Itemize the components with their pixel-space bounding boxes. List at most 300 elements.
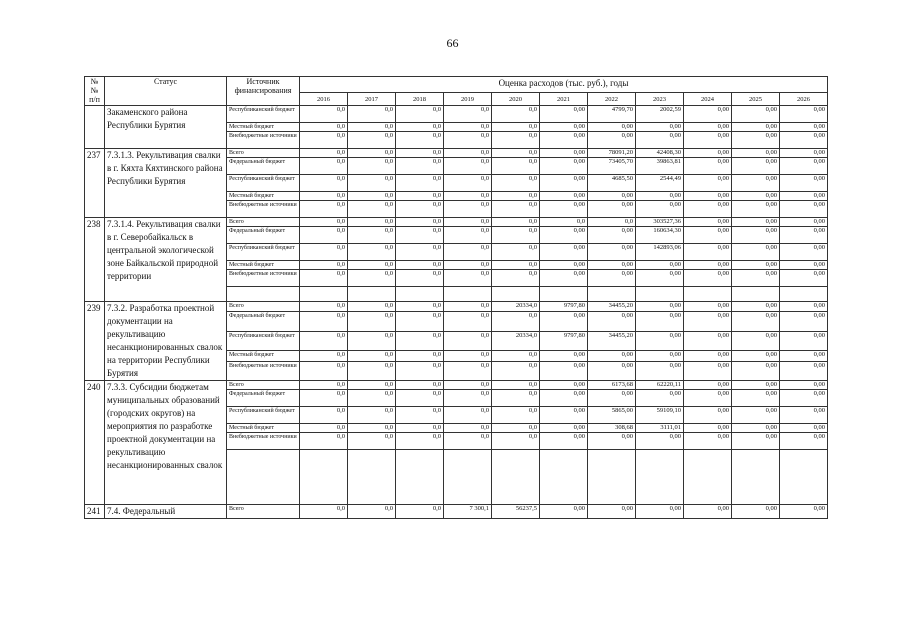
value-cell: 0,0 xyxy=(348,132,396,149)
header-year: 2026 xyxy=(780,93,828,106)
funding-source-cell: Местный бюджет xyxy=(227,261,300,270)
value-cell: 0,0 xyxy=(492,351,540,361)
value-cell: 0,00 xyxy=(732,218,780,227)
value-cell: 0,00 xyxy=(540,244,588,261)
funding-source-cell: Внебюджетные источники xyxy=(227,270,300,287)
value-cell: 0,00 xyxy=(684,261,732,270)
value-cell: 0,0 xyxy=(348,407,396,424)
value-cell: 0,0 xyxy=(348,106,396,123)
value-cell: 0,00 xyxy=(636,201,684,218)
value-cell: 0,0 xyxy=(300,201,348,218)
value-cell: 0,00 xyxy=(780,244,828,261)
header-year: 2021 xyxy=(540,93,588,106)
value-cell: 0,00 xyxy=(684,106,732,123)
value-cell: 0,00 xyxy=(780,331,828,350)
value-cell: 0,0 xyxy=(396,227,444,244)
value-cell: 0,0 xyxy=(492,244,540,261)
row-number: 237 xyxy=(85,149,105,218)
value-cell: 0,0 xyxy=(492,201,540,218)
funding-source-cell: Местный бюджет xyxy=(227,123,300,132)
value-cell: 0,00 xyxy=(636,270,684,287)
value-cell: 4685,50 xyxy=(588,175,636,192)
value-cell: 0,00 xyxy=(780,302,828,312)
funding-source-cell: Республиканский бюджет xyxy=(227,106,300,123)
value-cell: 0,0 xyxy=(396,201,444,218)
empty-cell xyxy=(684,450,732,505)
empty-cell xyxy=(300,287,348,302)
value-cell: 0,0 xyxy=(300,424,348,433)
empty-cell xyxy=(588,450,636,505)
value-cell: 0,0 xyxy=(300,351,348,361)
value-cell: 0,0 xyxy=(396,312,444,331)
value-cell: 0,0 xyxy=(348,331,396,350)
value-cell: 0,00 xyxy=(732,227,780,244)
value-cell: 0,0 xyxy=(444,192,492,201)
funding-source-cell: Местный бюджет xyxy=(227,351,300,361)
value-cell: 0,00 xyxy=(780,381,828,390)
empty-cell xyxy=(684,287,732,302)
funding-source-cell: Федеральный бюджет xyxy=(227,227,300,244)
value-cell: 0,0 xyxy=(444,123,492,132)
funding-source-cell: Республиканский бюджет xyxy=(227,407,300,424)
row-number: 241 xyxy=(85,505,105,519)
value-cell: 0,0 xyxy=(348,312,396,331)
value-cell: 0,0 xyxy=(492,192,540,201)
value-cell: 0,0 xyxy=(396,149,444,158)
value-cell: 0,0 xyxy=(348,175,396,192)
value-cell: 0,0 xyxy=(444,381,492,390)
page-number: 66 xyxy=(446,36,459,50)
value-cell: 0,0 xyxy=(348,201,396,218)
value-cell: 0,0 xyxy=(492,261,540,270)
header-year: 2016 xyxy=(300,93,348,106)
value-cell: 0,00 xyxy=(540,149,588,158)
value-cell: 0,00 xyxy=(588,390,636,407)
value-cell: 0,00 xyxy=(780,218,828,227)
value-cell: 0,0 xyxy=(300,158,348,175)
value-cell: 0,00 xyxy=(540,433,588,450)
value-cell: 0,00 xyxy=(588,505,636,519)
value-cell: 20334,0 xyxy=(492,302,540,312)
status-cell: 7.3.3. Субсидии бюджетам муниципальных образований (городских округов) на мероприятия по разработке проектной документации на рекультивацию несанкционированных свалок xyxy=(105,381,227,505)
value-cell: 0,0 xyxy=(300,149,348,158)
value-cell: 0,0 xyxy=(300,227,348,244)
funding-source-cell: Федеральный бюджет xyxy=(227,390,300,407)
row-number: 240 xyxy=(85,381,105,505)
empty-cell xyxy=(348,287,396,302)
value-cell: 0,00 xyxy=(588,244,636,261)
value-cell: 62220,11 xyxy=(636,381,684,390)
value-cell: 0,00 xyxy=(540,192,588,201)
value-cell: 0,00 xyxy=(684,123,732,132)
row-number xyxy=(85,106,105,149)
funding-source-cell: Всего xyxy=(227,381,300,390)
value-cell: 0,00 xyxy=(540,123,588,132)
value-cell: 0,0 xyxy=(348,244,396,261)
value-cell: 0,0 xyxy=(492,106,540,123)
value-cell: 59109,10 xyxy=(636,407,684,424)
value-cell: 0,00 xyxy=(684,424,732,433)
value-cell: 0,00 xyxy=(540,407,588,424)
value-cell: 0,0 xyxy=(396,361,444,381)
value-cell: 0,00 xyxy=(732,158,780,175)
value-cell: 0,0 xyxy=(396,331,444,350)
value-cell: 0,0 xyxy=(492,227,540,244)
funding-source-cell: Республиканский бюджет xyxy=(227,244,300,261)
value-cell: 0,00 xyxy=(684,505,732,519)
value-cell: 0,0 xyxy=(300,407,348,424)
empty-cell xyxy=(492,450,540,505)
value-cell: 0,0 xyxy=(348,505,396,519)
value-cell: 0,0 xyxy=(300,244,348,261)
value-cell: 0,00 xyxy=(684,158,732,175)
value-cell: 0,0 xyxy=(444,175,492,192)
value-cell: 0,00 xyxy=(540,132,588,149)
value-cell: 0,0 xyxy=(396,381,444,390)
value-cell: 0,0 xyxy=(444,331,492,350)
value-cell: 0,00 xyxy=(540,390,588,407)
value-cell: 0,0 xyxy=(300,361,348,381)
value-cell: 0,00 xyxy=(684,175,732,192)
funding-source-cell: Федеральный бюджет xyxy=(227,158,300,175)
value-cell: 0,0 xyxy=(540,218,588,227)
value-cell: 42408,30 xyxy=(636,149,684,158)
value-cell: 0,00 xyxy=(732,175,780,192)
empty-cell xyxy=(300,450,348,505)
value-cell: 0,0 xyxy=(348,261,396,270)
empty-cell xyxy=(780,287,828,302)
value-cell: 0,0 xyxy=(396,244,444,261)
value-cell: 0,00 xyxy=(732,261,780,270)
value-cell: 0,00 xyxy=(732,381,780,390)
value-cell: 0,00 xyxy=(636,192,684,201)
value-cell: 0,0 xyxy=(492,407,540,424)
value-cell: 0,0 xyxy=(396,433,444,450)
value-cell: 0,00 xyxy=(684,218,732,227)
header-expense-estimate: Оценка расходов (тыс. руб.), годы xyxy=(300,77,828,93)
status-cell: 7.3.1.3. Рекультивация свалки в г. Кяхта Кяхтинского района Республики Бурятия xyxy=(105,149,227,218)
budget-table xyxy=(84,76,828,519)
value-cell: 0,00 xyxy=(780,270,828,287)
value-cell: 0,00 xyxy=(780,227,828,244)
header-year: 2025 xyxy=(732,93,780,106)
value-cell: 0,0 xyxy=(396,261,444,270)
empty-cell xyxy=(396,287,444,302)
funding-source-cell: Местный бюджет xyxy=(227,192,300,201)
status-cell: 7.3.2. Разработка проектной документации на рекультивацию несанкционированных свалок на территории Республики Бурятия xyxy=(105,302,227,381)
value-cell: 0,00 xyxy=(780,149,828,158)
value-cell: 0,00 xyxy=(540,261,588,270)
value-cell: 0,0 xyxy=(444,132,492,149)
value-cell: 0,00 xyxy=(684,227,732,244)
table-row xyxy=(85,106,828,123)
value-cell: 20334,0 xyxy=(492,331,540,350)
header-year: 2023 xyxy=(636,93,684,106)
header-year: 2024 xyxy=(684,93,732,106)
status-cell: 7.3.1.4. Рекультивация свалки в г. Северобайкальск в центральной экологической зоне Байкальской природной территории xyxy=(105,218,227,302)
value-cell: 0,00 xyxy=(684,381,732,390)
value-cell: 0,00 xyxy=(636,505,684,519)
header-year: 2019 xyxy=(444,93,492,106)
value-cell: 0,0 xyxy=(348,381,396,390)
value-cell: 0,00 xyxy=(588,132,636,149)
value-cell: 0,00 xyxy=(780,158,828,175)
value-cell: 0,00 xyxy=(684,433,732,450)
value-cell: 0,0 xyxy=(492,424,540,433)
table-row xyxy=(85,149,828,158)
value-cell: 0,0 xyxy=(300,312,348,331)
value-cell: 0,0 xyxy=(444,361,492,381)
empty-cell xyxy=(540,450,588,505)
table-row xyxy=(85,381,828,390)
value-cell: 0,00 xyxy=(540,158,588,175)
value-cell: 0,0 xyxy=(444,227,492,244)
value-cell: 0,00 xyxy=(540,351,588,361)
value-cell: 0,0 xyxy=(348,302,396,312)
value-cell: 0,00 xyxy=(732,132,780,149)
value-cell: 73405,70 xyxy=(588,158,636,175)
value-cell: 0,0 xyxy=(444,424,492,433)
value-cell: 0,00 xyxy=(588,312,636,331)
value-cell: 0,0 xyxy=(348,351,396,361)
value-cell: 34455,20 xyxy=(588,302,636,312)
value-cell: 7 300,1 xyxy=(444,505,492,519)
value-cell: 0,0 xyxy=(348,218,396,227)
value-cell: 56237,5 xyxy=(492,505,540,519)
header-year: 2020 xyxy=(492,93,540,106)
value-cell: 0,00 xyxy=(636,312,684,331)
value-cell: 0,00 xyxy=(732,192,780,201)
value-cell: 0,00 xyxy=(540,106,588,123)
value-cell: 0,0 xyxy=(396,351,444,361)
header-year: 2022 xyxy=(588,93,636,106)
value-cell: 0,00 xyxy=(636,390,684,407)
value-cell: 0,00 xyxy=(780,433,828,450)
value-cell: 0,00 xyxy=(684,132,732,149)
empty-cell xyxy=(348,450,396,505)
empty-cell xyxy=(636,450,684,505)
value-cell: 0,00 xyxy=(540,381,588,390)
empty-cell xyxy=(396,450,444,505)
value-cell: 0,0 xyxy=(300,192,348,201)
row-number: 238 xyxy=(85,218,105,302)
value-cell: 0,00 xyxy=(732,331,780,350)
value-cell: 2002,59 xyxy=(636,106,684,123)
funding-source-cell: Внебюджетные источники xyxy=(227,361,300,381)
value-cell: 0,00 xyxy=(684,331,732,350)
value-cell: 0,0 xyxy=(300,390,348,407)
empty-cell xyxy=(732,450,780,505)
value-cell: 0,00 xyxy=(540,175,588,192)
value-cell: 0,0 xyxy=(492,390,540,407)
empty-cell xyxy=(636,287,684,302)
value-cell: 0,00 xyxy=(588,361,636,381)
value-cell: 0,00 xyxy=(732,433,780,450)
empty-cell xyxy=(444,287,492,302)
empty-cell xyxy=(444,450,492,505)
value-cell: 0,00 xyxy=(588,270,636,287)
empty-cell xyxy=(732,287,780,302)
value-cell: 0,0 xyxy=(300,132,348,149)
funding-source-cell: Республиканский бюджет xyxy=(227,175,300,192)
value-cell: 0,0 xyxy=(396,158,444,175)
value-cell: 0,00 xyxy=(636,361,684,381)
value-cell: 0,00 xyxy=(780,361,828,381)
value-cell: 0,00 xyxy=(684,270,732,287)
header-year: 2017 xyxy=(348,93,396,106)
value-cell: 0,0 xyxy=(348,390,396,407)
funding-source-cell: Внебюджетные источники xyxy=(227,132,300,149)
value-cell: 0,00 xyxy=(732,123,780,132)
value-cell: 0,00 xyxy=(780,106,828,123)
table-row xyxy=(85,505,828,519)
value-cell: 0,0 xyxy=(444,312,492,331)
empty-cell xyxy=(588,287,636,302)
value-cell: 0,00 xyxy=(588,433,636,450)
value-cell: 0,00 xyxy=(732,390,780,407)
value-cell: 0,0 xyxy=(444,351,492,361)
value-cell: 0,0 xyxy=(300,433,348,450)
value-cell: 0,00 xyxy=(732,106,780,123)
value-cell: 0,0 xyxy=(492,381,540,390)
value-cell: 0,0 xyxy=(396,192,444,201)
value-cell: 0,00 xyxy=(540,227,588,244)
value-cell: 0,00 xyxy=(588,123,636,132)
value-cell: 308,68 xyxy=(588,424,636,433)
value-cell: 34455,20 xyxy=(588,331,636,350)
value-cell: 0,0 xyxy=(348,158,396,175)
funding-source-cell: Местный бюджет xyxy=(227,424,300,433)
value-cell: 4799,70 xyxy=(588,106,636,123)
value-cell: 0,00 xyxy=(732,361,780,381)
value-cell: 0,0 xyxy=(396,123,444,132)
value-cell: 0,0 xyxy=(492,123,540,132)
value-cell: 0,0 xyxy=(396,302,444,312)
value-cell: 0,00 xyxy=(588,192,636,201)
funding-source-cell: Внебюджетные источники xyxy=(227,201,300,218)
table-row xyxy=(85,302,828,312)
value-cell: 0,00 xyxy=(636,132,684,149)
value-cell: 0,0 xyxy=(444,302,492,312)
value-cell: 0,0 xyxy=(396,390,444,407)
value-cell: 0,00 xyxy=(684,192,732,201)
status-cell: 7.4. Федеральный xyxy=(105,505,227,519)
value-cell: 0,00 xyxy=(540,424,588,433)
value-cell: 0,0 xyxy=(300,261,348,270)
value-cell: 0,00 xyxy=(780,390,828,407)
value-cell: 0,00 xyxy=(732,351,780,361)
value-cell: 0,0 xyxy=(444,106,492,123)
value-cell: 0,00 xyxy=(780,505,828,519)
value-cell: 0,0 xyxy=(300,381,348,390)
value-cell: 9797,80 xyxy=(540,302,588,312)
value-cell: 0,0 xyxy=(444,270,492,287)
funding-source-cell: Республиканский бюджет xyxy=(227,331,300,350)
header-status: Статус xyxy=(105,77,227,106)
value-cell: 0,0 xyxy=(396,218,444,227)
value-cell: 0,00 xyxy=(588,227,636,244)
value-cell: 0,00 xyxy=(540,270,588,287)
funding-source-cell: Всего xyxy=(227,302,300,312)
value-cell: 0,0 xyxy=(492,361,540,381)
value-cell: 0,0 xyxy=(444,390,492,407)
status-cell: Закаменского района Республики Бурятия xyxy=(105,106,227,149)
value-cell: 0,00 xyxy=(684,351,732,361)
value-cell: 0,0 xyxy=(492,218,540,227)
header-funding-source: Источник финансирования xyxy=(227,77,300,106)
value-cell: 0,00 xyxy=(732,424,780,433)
value-cell: 3111,01 xyxy=(636,424,684,433)
value-cell: 0,0 xyxy=(348,433,396,450)
value-cell: 0,00 xyxy=(540,361,588,381)
empty-cell xyxy=(780,450,828,505)
empty-cell xyxy=(540,287,588,302)
value-cell: 0,0 xyxy=(444,158,492,175)
value-cell: 0,00 xyxy=(540,201,588,218)
value-cell: 0,0 xyxy=(492,149,540,158)
value-cell: 0,0 xyxy=(348,424,396,433)
value-cell: 9797,80 xyxy=(540,331,588,350)
value-cell: 0,00 xyxy=(732,149,780,158)
value-cell: 0,0 xyxy=(492,158,540,175)
value-cell: 0,00 xyxy=(636,302,684,312)
value-cell: 0,0 xyxy=(396,424,444,433)
value-cell: 0,00 xyxy=(684,149,732,158)
value-cell: 0,00 xyxy=(780,312,828,331)
value-cell: 0,0 xyxy=(300,218,348,227)
funding-source-cell: Всего xyxy=(227,218,300,227)
value-cell: 0,0 xyxy=(492,132,540,149)
value-cell: 0,00 xyxy=(780,123,828,132)
value-cell: 0,00 xyxy=(636,433,684,450)
value-cell: 5865,00 xyxy=(588,407,636,424)
funding-source-cell: Всего xyxy=(227,505,300,519)
value-cell: 0,00 xyxy=(732,407,780,424)
value-cell: 142893,06 xyxy=(636,244,684,261)
value-cell: 0,00 xyxy=(780,132,828,149)
value-cell: 0,0 xyxy=(348,361,396,381)
value-cell: 0,0 xyxy=(444,261,492,270)
value-cell: 0,00 xyxy=(636,331,684,350)
value-cell: 0,0 xyxy=(348,123,396,132)
value-cell: 78091,20 xyxy=(588,149,636,158)
value-cell: 39863,81 xyxy=(636,158,684,175)
value-cell: 0,00 xyxy=(732,505,780,519)
header-row-number: № № п/п xyxy=(85,77,105,106)
value-cell: 0,00 xyxy=(732,270,780,287)
value-cell: 0,00 xyxy=(780,192,828,201)
funding-source-cell: Всего xyxy=(227,149,300,158)
value-cell: 0,0 xyxy=(444,407,492,424)
value-cell: 0,0 xyxy=(396,270,444,287)
value-cell: 0,00 xyxy=(684,390,732,407)
funding-source-cell: Внебюджетные источники xyxy=(227,433,300,450)
value-cell: 0,0 xyxy=(300,106,348,123)
value-cell: 0,00 xyxy=(732,302,780,312)
empty-cell xyxy=(492,287,540,302)
table-row xyxy=(85,218,828,227)
value-cell: 0,00 xyxy=(684,302,732,312)
value-cell: 0,0 xyxy=(396,505,444,519)
value-cell: 6173,68 xyxy=(588,381,636,390)
value-cell: 0,0 xyxy=(588,218,636,227)
value-cell: 0,00 xyxy=(684,361,732,381)
value-cell: 0,0 xyxy=(396,106,444,123)
value-cell: 0,0 xyxy=(300,270,348,287)
value-cell: 0,0 xyxy=(348,270,396,287)
value-cell: 0,00 xyxy=(588,201,636,218)
value-cell: 0,0 xyxy=(492,175,540,192)
